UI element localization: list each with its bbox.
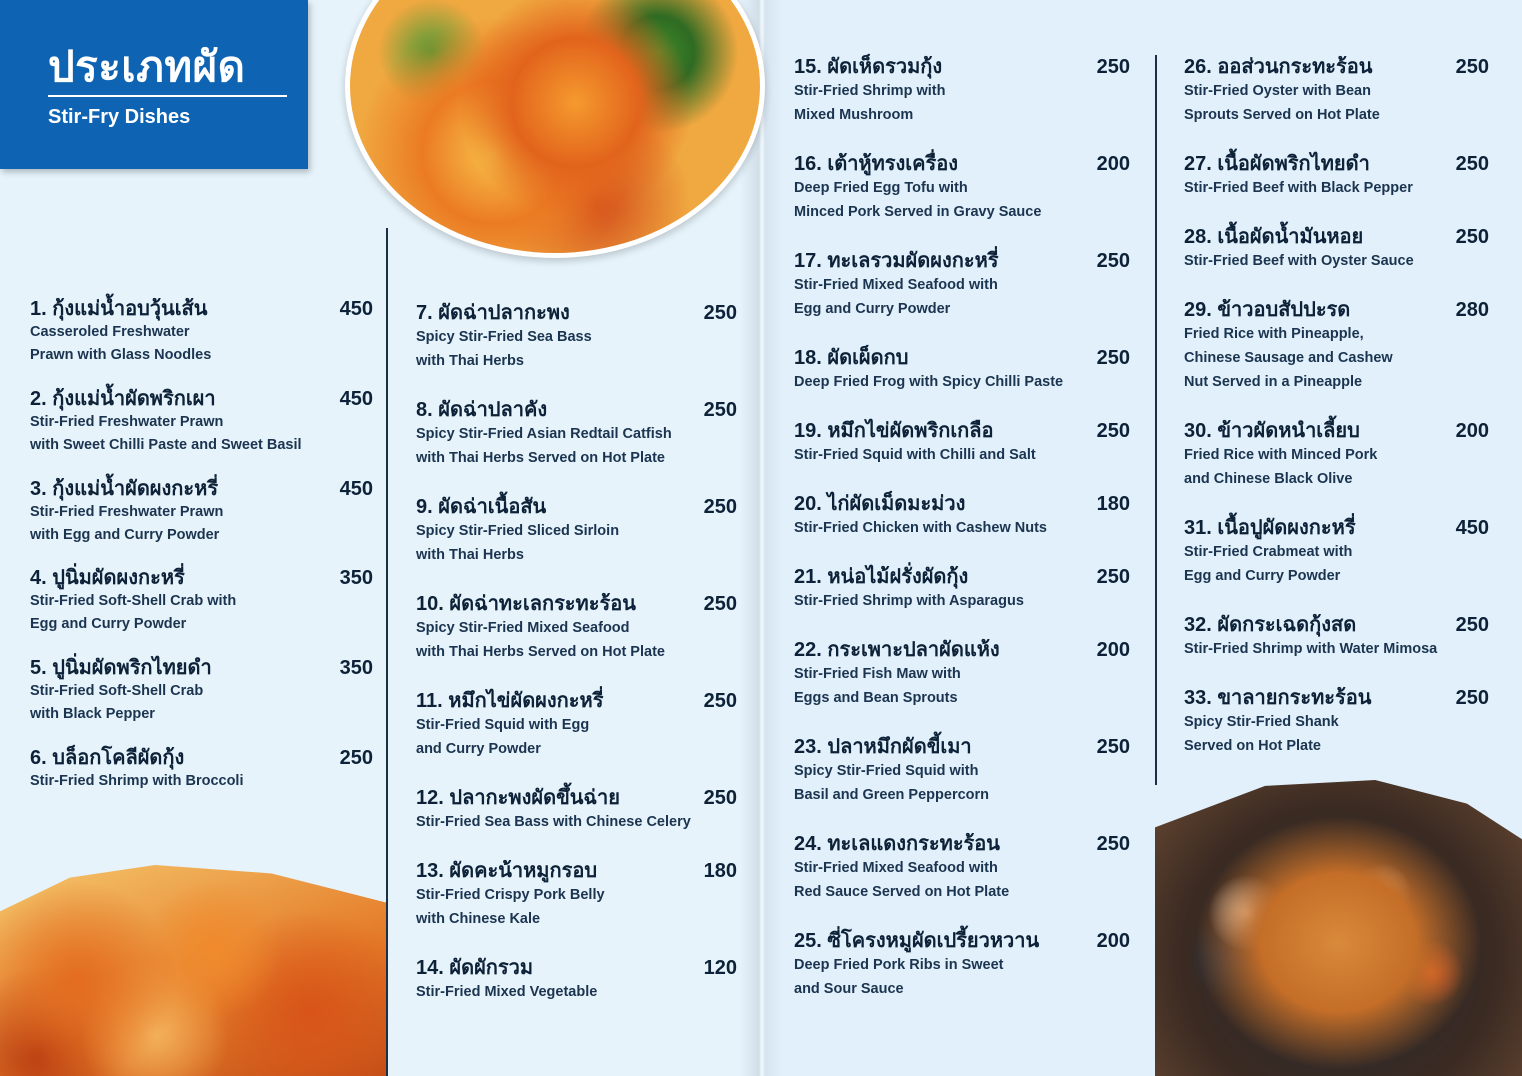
- menu-item: [1184, 516, 1489, 588]
- item-number: 28.: [1184, 226, 1212, 248]
- item-title: [416, 786, 737, 810]
- hot-plate-rice-photo: [1155, 780, 1522, 1076]
- menu-item: [1184, 152, 1489, 200]
- item-price: 350: [339, 657, 373, 679]
- item-name-thai: ปูนิ่มผัดผงกะหรี่: [52, 567, 185, 589]
- item-description: Stir-Fried Squid with Egg and Curry Powder: [416, 717, 590, 757]
- item-title: [30, 387, 373, 411]
- item-name-thai: ผัดคะน้าหมูกรอบ: [449, 860, 598, 882]
- item-number: 6.: [30, 747, 47, 769]
- item-title: [794, 832, 1130, 856]
- item-price: 250: [1096, 566, 1130, 588]
- menu-item: [416, 495, 737, 567]
- item-number: 27.: [1184, 153, 1212, 175]
- item-name-thai: ผัดผักรวม: [449, 957, 534, 979]
- item-description: Stir-Fried Shrimp with Mixed Mushroom: [794, 83, 946, 123]
- item-name-thai: ผัดฉ่าเนื้อสัน: [438, 496, 547, 518]
- item-description: Stir-Fried Soft-Shell Crab with Black Pepper: [30, 683, 204, 722]
- item-price: 250: [339, 747, 373, 769]
- item-number: 18.: [794, 347, 822, 369]
- item-number: 30.: [1184, 420, 1212, 442]
- item-name-thai: ทะเลรวมผัดผงกะหรี่: [827, 250, 999, 272]
- item-title: [1184, 516, 1489, 540]
- item-description: Stir-Fried Freshwater Prawn with Sweet Chilli Paste and Sweet Basil: [30, 414, 302, 453]
- item-price: 250: [703, 690, 737, 712]
- item-number: 2.: [30, 388, 47, 410]
- item-description: Spicy Stir-Fried Asian Redtail Catfish with Thai Herbs Served on Hot Plate: [416, 426, 672, 466]
- item-number: 3.: [30, 478, 47, 500]
- item-price: 200: [1096, 153, 1130, 175]
- menu-item: [1184, 298, 1489, 394]
- item-price: 180: [703, 860, 737, 882]
- item-name-thai: ออส่วนกระทะร้อน: [1217, 56, 1373, 78]
- item-number: 12.: [416, 787, 444, 809]
- item-title: [794, 929, 1130, 953]
- item-description: Stir-Fried Mixed Vegetable: [416, 984, 598, 1000]
- menu-item: [416, 689, 737, 761]
- item-number: 1.: [30, 298, 47, 320]
- item-name-thai: ซี่โครงหมูผัดเปรี้ยวหวาน: [827, 930, 1040, 952]
- item-price: 250: [1455, 153, 1489, 175]
- item-name-thai: ทะเลแดงกระทะร้อน: [827, 833, 1000, 855]
- menu-item: [794, 346, 1130, 394]
- menu-item: [794, 638, 1130, 710]
- section-title-thai: ประเภทผัด: [48, 43, 246, 90]
- item-description: Stir-Fried Shrimp with Asparagus: [794, 593, 1024, 609]
- item-description: Stir-Fried Fish Maw with Eggs and Bean Sprouts: [794, 666, 961, 706]
- item-name-thai: กุ้งแม่น้ำอบวุ้นเส้น: [52, 298, 208, 320]
- item-name-thai: เนื้อผัดพริกไทยดำ: [1217, 153, 1370, 175]
- item-title: [794, 565, 1130, 589]
- item-description: Stir-Fried Sea Bass with Chinese Celery: [416, 814, 691, 830]
- item-description: Deep Fried Frog with Spicy Chilli Paste: [794, 374, 1064, 390]
- item-name-thai: ผัดฉ่าทะเลกระทะร้อน: [449, 593, 636, 615]
- item-price: 350: [339, 567, 373, 589]
- item-description: Stir-Fried Mixed Seafood with Egg and Curry Powder: [794, 277, 998, 317]
- item-description: Stir-Fried Beef with Black Pepper: [1184, 180, 1413, 196]
- item-name-thai: ผัดเผ็ดกบ: [827, 347, 909, 369]
- menu-item: [416, 786, 737, 834]
- item-number: 24.: [794, 833, 822, 855]
- item-number: 16.: [794, 153, 822, 175]
- column-divider: [1155, 55, 1157, 785]
- item-title: [1184, 55, 1489, 79]
- item-title: [794, 638, 1130, 662]
- item-title: [794, 249, 1130, 273]
- item-number: 32.: [1184, 614, 1212, 636]
- item-title: [1184, 225, 1489, 249]
- item-price: 250: [703, 496, 737, 518]
- menu-item: [794, 55, 1130, 127]
- item-description: Spicy Stir-Fried Sea Bass with Thai Herbs: [416, 329, 592, 369]
- menu-item: [794, 492, 1130, 540]
- item-title: [1184, 686, 1489, 710]
- item-title: [416, 398, 737, 422]
- item-price: 450: [339, 298, 373, 320]
- menu-item: [1184, 686, 1489, 758]
- item-price: 250: [703, 593, 737, 615]
- item-number: 20.: [794, 493, 822, 515]
- item-description: Deep Fried Egg Tofu with Minced Pork Served in Gravy Sauce: [794, 180, 1042, 220]
- item-description: Fried Rice with Pineapple, Chinese Sausage and Cashew Nut Served in a Pineapple: [1184, 326, 1393, 390]
- item-title: [416, 859, 737, 883]
- item-title: [416, 495, 737, 519]
- item-price: 250: [1096, 420, 1130, 442]
- item-description: Fried Rice with Minced Pork and Chinese Black Olive: [1184, 447, 1378, 487]
- menu-item: [794, 735, 1130, 807]
- item-name-thai: เนื้อปูผัดผงกะหรี่: [1217, 517, 1356, 539]
- item-description: Stir-Fried Chicken with Cashew Nuts: [794, 520, 1047, 536]
- header-divider: [48, 95, 287, 97]
- item-name-thai: ไก่ผัดเม็ดมะม่วง: [827, 493, 966, 515]
- item-price: 120: [703, 957, 737, 979]
- item-number: 10.: [416, 593, 444, 615]
- item-description: Stir-Fried Crispy Pork Belly with Chinese Kale: [416, 887, 605, 927]
- item-description: Stir-Fried Soft-Shell Crab with Egg and Curry Powder: [30, 593, 237, 632]
- item-number: 14.: [416, 957, 444, 979]
- item-price: 250: [703, 302, 737, 324]
- item-description: Stir-Fried Oyster with Bean Sprouts Served on Hot Plate: [1184, 83, 1380, 123]
- item-name-thai: ผัดฉ่าปลาคัง: [438, 399, 548, 421]
- item-name-thai: กุ้งแม่น้ำผัดผงกะหรี่: [52, 478, 219, 500]
- item-title: [794, 346, 1130, 370]
- item-title: [30, 477, 373, 501]
- item-title: [30, 566, 373, 590]
- item-number: 17.: [794, 250, 822, 272]
- item-title: [794, 55, 1130, 79]
- item-number: 15.: [794, 56, 822, 78]
- item-name-thai: บล็อกโคลีผัดกุ้ง: [52, 747, 185, 769]
- item-price: 450: [339, 478, 373, 500]
- item-title: [794, 492, 1130, 516]
- item-name-thai: กระเพาะปลาผัดแห้ง: [827, 639, 1000, 661]
- item-number: 26.: [1184, 56, 1212, 78]
- item-name-thai: ผัดเห็ดรวมกุ้ง: [827, 56, 943, 78]
- item-title: [30, 297, 373, 321]
- item-name-thai: ปลากะพงผัดขึ้นฉ่าย: [449, 787, 620, 809]
- item-title: [30, 656, 373, 680]
- menu-item: [30, 566, 373, 635]
- item-description: Stir-Fried Shrimp with Water Mimosa: [1184, 641, 1438, 657]
- item-name-thai: ข้าวผัดหนำเลี้ยบ: [1217, 420, 1360, 442]
- item-number: 11.: [416, 690, 443, 712]
- item-number: 29.: [1184, 299, 1212, 321]
- item-title: [30, 746, 373, 770]
- menu-item: [416, 398, 737, 470]
- item-price: 250: [1455, 614, 1489, 636]
- item-number: 13.: [416, 860, 444, 882]
- item-name-thai: เต้าหู้ทรงเครื่อง: [827, 153, 959, 175]
- menu-item: [1184, 55, 1489, 127]
- item-number: 9.: [416, 496, 433, 518]
- item-name-thai: กุ้งแม่น้ำผัดพริกเผา: [52, 388, 216, 410]
- seafood-stirfry-photo: [0, 865, 388, 1076]
- menu-item: [30, 656, 373, 725]
- item-number: 7.: [416, 302, 433, 324]
- item-title: [1184, 613, 1489, 637]
- item-description: Spicy Stir-Fried Squid with Basil and Green Peppercorn: [794, 763, 990, 803]
- item-description: Deep Fried Pork Ribs in Sweet and Sour Sauce: [794, 957, 1004, 997]
- item-name-thai: เนื้อผัดน้ำมันหอย: [1217, 226, 1364, 248]
- item-title: [794, 735, 1130, 759]
- item-price: 250: [703, 787, 737, 809]
- item-name-thai: ปูนิ่มผัดพริกไทยดำ: [52, 657, 212, 679]
- menu-item: [30, 297, 373, 366]
- menu-item: [794, 565, 1130, 613]
- item-description: Stir-Fried Crabmeat with Egg and Curry Powder: [1184, 544, 1353, 584]
- menu-item: [794, 832, 1130, 904]
- item-title: [416, 592, 737, 616]
- menu-item: [416, 301, 737, 373]
- item-title: [794, 152, 1130, 176]
- item-description: Spicy Stir-Fried Mixed Seafood with Thai Herbs Served on Hot Plate: [416, 620, 665, 660]
- section-title-english: Stir-Fry Dishes: [48, 106, 191, 128]
- menu-item: [1184, 225, 1489, 273]
- item-title: [794, 419, 1130, 443]
- menu-item: [30, 387, 373, 456]
- item-price: 200: [1455, 420, 1489, 442]
- item-price: 250: [1096, 833, 1130, 855]
- item-price: 450: [1455, 517, 1489, 539]
- item-price: 250: [1096, 56, 1130, 78]
- item-number: 19.: [794, 420, 822, 442]
- item-name-thai: หน่อไม้ฝรั่งผัดกุ้ง: [827, 566, 969, 588]
- item-price: 200: [1096, 639, 1130, 661]
- item-number: 8.: [416, 399, 433, 421]
- item-price: 250: [1455, 687, 1489, 709]
- item-description: Stir-Fried Mixed Seafood with Red Sauce Served on Hot Plate: [794, 860, 1010, 900]
- item-description: Stir-Fried Beef with Oyster Sauce: [1184, 253, 1414, 269]
- item-number: 23.: [794, 736, 822, 758]
- page-fold: [740, 0, 782, 1076]
- item-price: 250: [1096, 250, 1130, 272]
- item-title: [1184, 152, 1489, 176]
- menu-item: [416, 956, 737, 1004]
- menu-item: [794, 249, 1130, 321]
- item-price: 280: [1455, 299, 1489, 321]
- menu-item: [1184, 613, 1489, 661]
- item-name-thai: หมึกไข่ผัดผงกะหรี่: [448, 690, 604, 712]
- item-price: 250: [1455, 226, 1489, 248]
- item-description: Stir-Fried Squid with Chilli and Salt: [794, 447, 1036, 463]
- item-price: 250: [703, 399, 737, 421]
- menu-item: [416, 592, 737, 664]
- item-description: Casseroled Freshwater Prawn with Glass Noodles: [30, 324, 212, 363]
- item-number: 21.: [794, 566, 822, 588]
- item-number: 22.: [794, 639, 822, 661]
- menu-item: [794, 929, 1130, 1001]
- item-number: 4.: [30, 567, 47, 589]
- item-price: 250: [1096, 347, 1130, 369]
- item-price: 450: [339, 388, 373, 410]
- menu-item: [794, 419, 1130, 467]
- item-number: 33.: [1184, 687, 1212, 709]
- item-description: Stir-Fried Shrimp with Broccoli: [30, 773, 244, 789]
- item-name-thai: ผัดฉ่าปลากะพง: [438, 302, 570, 324]
- item-number: 5.: [30, 657, 47, 679]
- item-name-thai: ข้าวอบสัปปะรด: [1217, 299, 1351, 321]
- item-description: Spicy Stir-Fried Shank Served on Hot Plate: [1184, 714, 1339, 754]
- item-price: 250: [1096, 736, 1130, 758]
- item-title: [416, 956, 737, 980]
- menu-item: [30, 477, 373, 546]
- item-title: [1184, 419, 1489, 443]
- item-name-thai: ผัดกระเฉดกุ้งสด: [1217, 614, 1357, 636]
- column-divider: [386, 228, 388, 1076]
- item-title: [416, 301, 737, 325]
- item-name-thai: หมึกไข่ผัดพริกเกลือ: [827, 420, 994, 442]
- item-price: 250: [1455, 56, 1489, 78]
- item-number: 31.: [1184, 517, 1212, 539]
- item-price: 180: [1096, 493, 1130, 515]
- item-title: [1184, 298, 1489, 322]
- item-name-thai: ขาลายกระทะร้อน: [1217, 687, 1372, 709]
- item-name-thai: ปลาหมึกผัดขี้เมา: [827, 736, 972, 758]
- menu-item: [1184, 419, 1489, 491]
- item-description: Spicy Stir-Fried Sliced Sirloin with Thai Herbs: [416, 523, 620, 563]
- menu-item: [416, 859, 737, 931]
- menu-item: [30, 746, 373, 793]
- section-header: [0, 0, 308, 169]
- item-description: Stir-Fried Freshwater Prawn with Egg and Curry Powder: [30, 504, 224, 543]
- item-number: 25.: [794, 930, 822, 952]
- menu-item: [794, 152, 1130, 224]
- item-price: 200: [1096, 930, 1130, 952]
- item-title: [416, 689, 737, 713]
